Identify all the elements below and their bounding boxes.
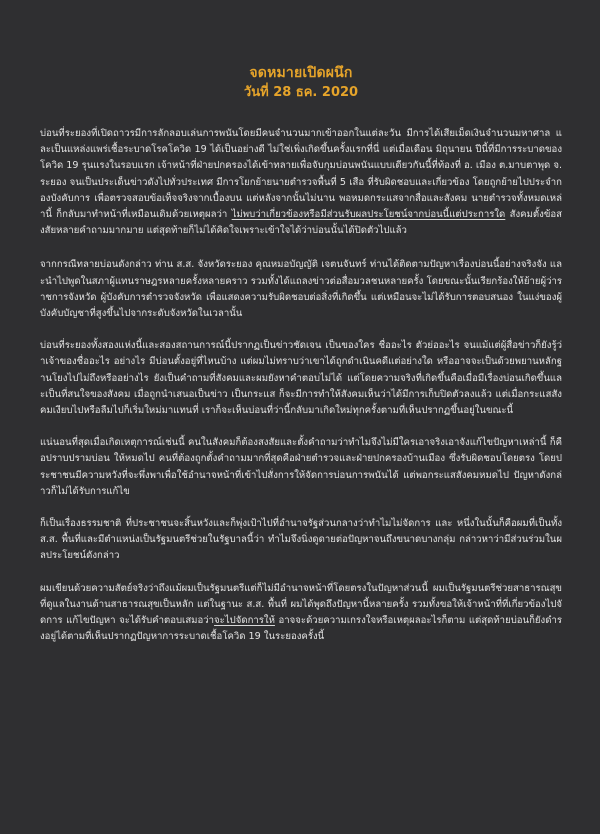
letter-body <box>40 126 562 645</box>
paragraph-1-text-end: สังคมตั้งข้อสงสัยหลายคำถามมากมาย แต่สุดท้ายก็ไม่ได้คิดใจเพราะเข้าใจได้ว่าบ่อนนั้นได้ปิดตัวไปแล้ว <box>40 209 562 237</box>
paragraph-6 <box>40 581 562 646</box>
paragraph-4: แน่นอนที่สุดเมื่อเกิดเหตุการณ์เช่นนี้ คนในสังคมก็ต้องสงสัยและตั้งคำถามว่าทำไมจึงไม่มีใครเอาจริงเอาจังแก้ไขปัญหาเหล่านี้ ก็คือปราบปรามบ่อน ให้หมดไป คนที่ต้องถูกตั้งคำถามมากที่สุดคือฝ่ายตำรวจและฝ่ายปกครองบ้านเมือง ซึ่งรับผิดชอบโดยตรง โดยประชาชนมีความหวังที่จะพึ่งพาเพื่อใช้อำนาจหน้าที่เข้าไปสั่งการให้จัดการบ่อนการพนันได้ แต่พอกระแสสังคมหมดไป ปัญหาดังกล่าวก็ไม่ได้รับการแก้ไข <box>40 437 562 497</box>
paragraph-3: บ่อนที่ระยองทั้งสองแห่งนี้และสองสถานการณ์นี้ปรากฏเป็นข่าวชัดเจน เป็นของใคร ชื่ออะไร ตัวย่ออะไร จนแม้แต่ผู้สื่อข่าวก็ยังรู้ว่าเจ้าของชื่ออะไร อย่างไร มีบ่อนตั้งอยู่ที่ไหนบ้าง แต่ผมไม่ทราบว่าเขาได้ถูกดำเนินคดีแต่อย่างใด หรืออาจจะเป็นด้วยพยานหลักฐานโยงไปไม่ถึงหรืออย่างไร ยังเป็นคำถามที่สังคมและผมยังหาคำตอบไม่ได้ แต่โดยความจริงที่เกิดขึ้นคือเมื่อมีเรื่องบ่อนเกิดขึ้นและเป็นที่สนใจของสังคม เมื่อถูกนำเสนอเป็นข่าว เป็นกระแส ก็จะมีการทำให้สังคมเห็นว่าได้มีการเก็บปิดตัวลงแล้ว แต่เมื่อกระแสสังคมเงียบไปหรือลืมไปก็เริ่มใหม่มาแทนที่ เราก็จะเห็นบ่อนที่ว่านี้กลับมาเกิดใหม่ทุกครั้งตามที่เห็นปรากฏขึ้นอยู่ในขณะนี้ <box>40 340 562 417</box>
paragraph-1-text-start: บ่อนที่ระยองที่เปิดถาวรมีการลักลอบเล่นการพนันโดยมีคนจำนวนมากเข้าออกในแต่ละวัน มีการได้เสียเม็ดเงินจำนวนมหาศาล และเป็นแหล่งแพร่เชื้อระบาดโรคโควิด 19 ได้เป็นอย่างดี ไม่ใช่เพิ่งเกิดขึ้นครั้งแรกที่นี่ แต่เมื่อเดือน มิถุนายน ปีนี้ที่มีการระบาดของโควิด 19 รุนแรงในรอบแรก เจ้าหน้าที่ฝ่ายปกครองได้เข้าทลายเพื่อจับกุมบ่อนพนันแบบเดียวกันนี้ที่ท้องที่ อ. เมือง ต.มาบตาพุด จ. ระยอง จนเป็นประเด็นข่าวดังไปทั่วประเทศ มีการโยกย้ายนายตำรวจพื้นที่ 5 เสือ ที่รับผิดชอบและเกี่ยวข้อง โดยถูกย้ายไปประจำกองบังคับการ เพื่อตรวจสอบข้อเท็จจริงจากเบื้องบน แต่หลังจากนั้นไม่นาน พอหมดกระแสจากสื่อและสังคม นายตำรวจทั้งหมดเหล่านี้ ก็กลับมาทำหน้าที่เหมือนเดิมด้วยเหตุผลว่า <box>40 128 562 221</box>
letter-date: วันที่ 28 ธค. 2020 <box>243 85 359 100</box>
paragraph-5: ก็เป็นเรื่องธรรมชาติ ที่ประชาชนจะสิ้นหวังและก็พุ่งเป้าไปที่อำนาจรัฐส่วนกลางว่าทำไมไม่จัดการ และ หนึ่งในนั้นก็คือผมที่เป็นทั้ง ส.ส. พื้นที่และมีตำแหน่งเป็นรัฐมนตรีช่วยในรัฐบาลนี้ว่า ทำไมจึงนิ่งดูดายต่อปัญหาจนถึงขนาดบางกลุ่ม กล่าวหาว่ามีส่วนร่วมในผลประโยชน์ดังกล่าว <box>40 518 562 562</box>
paragraph-2: จากกรณีทลายบ่อนดังกล่าว ท่าน ส.ส. จังหวัดระยอง คุณหมอบัญญัติ เจตนจันทร์ ท่านได้ติดตามปัญหาเรื่องบ่อนนี้อย่างจริงจัง และนำไปพูดในสภาผู้แทนราษฎรหลายครั้งหลายคราว รวมทั้งได้แถลงข่าวต่อสื่อมวลชนหลายครั้ง โดยขณะนั้นเรียกร้องให้ย้ายผู้ว่าราชการจังหวัด ผู้บังคับการตำรวจจังหวัด เพื่อแสดงความรับผิดชอบต่อสิ่งที่เกิดขึ้น แต่เหมือนจะไม่ได้รับการตอบสนอง ในแง่ของผู้บังคับบัญชาที่สูงขึ้นไปจากระดับจังหวัดในเวลานั้น <box>40 259 562 320</box>
letter-title: จดหมายเปิดผนึก <box>249 65 353 81</box>
paragraph-1 <box>40 126 562 239</box>
paragraph-6-text-end: อาจจะด้วยความเกรงใจหรือเหตุผลอะไรก็ตาม แต่สุดท้ายบ่อนก็ยังดำรงอยู่ได้ตามที่เห็นปรากฏปัญหาการระบาดเชื้อโควิด 19 ในระยองครั้งนี้ <box>40 615 562 643</box>
paragraph-1-underlined-text: ไม่พบว่าเกี่ยวข้องหรือมีส่วนรับผลประโยชน์จากบ่อนนี้แต่ประการใด <box>231 209 506 221</box>
paragraph-6-underlined-text: จะไปจัดการให้ <box>214 615 275 627</box>
paragraph-6-text-start: ผมเขียนด้วยความสัตย์จริงว่าถึงแม้ผมเป็นรัฐมนตรีแต่ก็ไม่มีอำนาจหน้าที่โดยตรงในปัญหาส่วนนี้ ผมเป็นรัฐมนตรีช่วยสาธารณสุขที่ดูแลในงานด้านสาธารณสุขเป็นหลัก แต่ในฐานะ ส.ส. พื้นที่ ผมได้พูดถึงปัญหานี้หลายครั้ง รวมทั้งขอให้เจ้าหน้าที่ที่เกี่ยวข้องไปจัดการ แก้ไขปัญหา จะได้รับคำตอบเสมอว่า <box>40 582 562 627</box>
